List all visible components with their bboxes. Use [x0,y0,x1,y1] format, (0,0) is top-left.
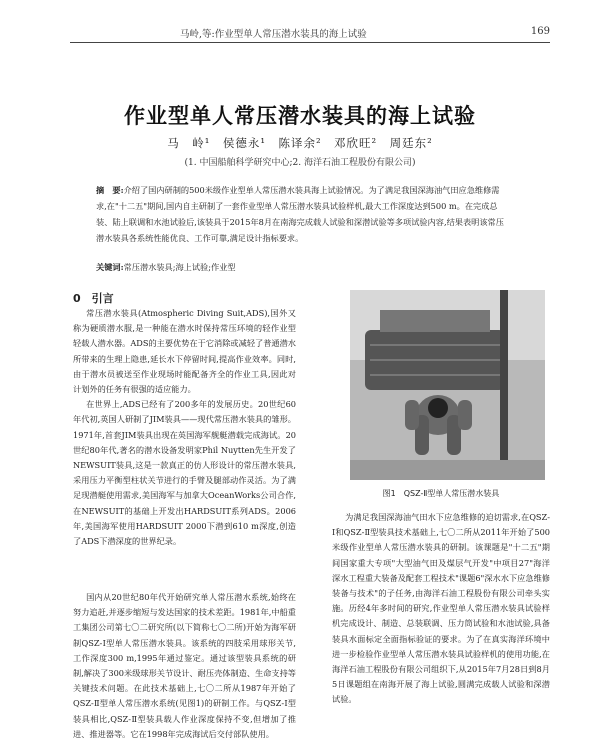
paper-title: 作业型单人常压潜水装具的海上试验 [124,103,476,128]
intro-column-right [332,510,550,708]
figure-diving-suit-photo [350,290,545,480]
page-number: 169 [530,26,550,37]
intro-column-left-top [73,306,296,549]
paragraph: 国内从20世纪80年代开始研究单人常压潜水系统,始终在努力追赶,并逐步缩短与发达国家的技术差距。1981年,中船重工集团公司第七〇二研究所(以下简称七〇二所)开始为海军研制QSZ-Ⅰ型单人常压潜水装具。该系统的四肢采用球形关节,工作深度300 m,1995年通过鉴定。通过该型装具系统的研制,解决了300米级球形关节设计、耐压壳体制造、生命支持等关键技术问题。在此技术基础上,七〇二所从1987年开始了QSZ-Ⅱ型单人常压潜水系统(见图1)的研制工作。与QSZ-Ⅰ型装具相比,QSZ-Ⅱ型装具载人作业深度保持不变,但增加了推进、推进器等。它在1998年完成海试后交付部队使用。 [73,592,296,739]
keywords-label: 关键词: [96,262,124,272]
keywords [96,262,508,273]
abstract [96,182,508,246]
paragraph: 在世界上,ADS已经有了200多年的发展历史。20世纪60年代初,英国人研制了JIM装具——现代常压潜水装具的雏形。1971年,首套JIM装具出现在英国海军舰艇潜载完成海试。20世纪80年代,著名的潜水设备发明家Phil Nuytten先生开发了NEWSUIT装具,这是一款真正的仿人形设计的常压潜水装具,采用压力平衡型柱状关节进行的手臂及腿部动作灵活。为了满足现潜艇使用需求,美国海军与加拿大OceanWorks公司合作,在NEWSUIT的基础上开发出HARDSUIT系列ADS。2006年,美国海军使用HARDSUIT 2000下潜到610 m深度,创造了ADS下潜深度的世界纪录。 [73,399,296,547]
keywords-text: 常压潜水装具;海上试验;作业型 [123,262,236,272]
intro-column-left-bottom [73,590,296,742]
affiliation: (1. 中国船舶科学研究中心;2. 海洋石油工程股份有限公司) [184,158,416,168]
abstract-text: 介绍了国内研制的500米级作业型单人常压潜水装具海上试验情况。为了满足我国深海油气田应急维修需求,在"十二五"期间,国内自主研制了一套作业型单人常压潜水装具试验样机,最大工作深度达到500 m。在完成总装、陆上联调和水池试验后,该装具于2015年8月在南海完成载人试验和深潜试验等多项试验内容,结果表明该常压潜水装具各系统性能优良、工作可靠,满足设计指标要求。 [96,185,504,243]
paragraph: 为满足我国深海油气田水下应急维修的迫切需求,在QSZ-Ⅰ和QSZ-Ⅱ型装具技术基础上,七〇二所从2011年开始了500米级作业型单人常压潜水装具的研制。该课题是"十二五"期间国家重大专项"大型油气田及煤层气开发"中项目27"海洋深水工程重大装备及配套工程技术"课题6"深水水下应急维修装备与技术"的子任务,由海洋石油工程股份有限公司牵头实施。历经4年多时间的研究,作业型单人常压潜水装具试验样机完成设计、制造、总装联调、压力筒试验和水池试验,具备装具水面标定全面指标验证的要求。为了在真实海洋环境中进一步检验作业型单人常压潜水装具试验样机的使用功能,在海洋石油工程股份有限公司组织下,从2015年7月28日到8月5日课题组在南海开展了海上试验,圆满完成载人试验和深潜试验。 [332,512,550,705]
section-heading: 0 引言 [73,292,114,305]
authors: 马 岭¹ 侯德永¹ 陈译余² 邓欣旺² 周廷东² [167,136,433,150]
figure-caption: 图1 QSZ-Ⅱ型单人常压潜水装具 [382,489,500,498]
header-rule [70,42,550,43]
abstract-label: 摘 要: [96,185,124,195]
paragraph: 常压潜水装具(Atmospheric Diving Suit,ADS),国外又称为硬质潜水服,是一种能在潜水时保持常压环境的轻作业型轻载人潜水器。ADS的主要优势在于它消除或减轻了普通潜水所带来的生理上隐患,延长水下停留时间,提高作业效率。同时,由于潜水员被送至作业现场时能配备齐全的作业工具,因此对计划外的任务有很强的适应能力。 [73,308,296,395]
running-header-title: 马岭,等:作业型单人常压潜水装具的海上试验 [180,29,367,40]
